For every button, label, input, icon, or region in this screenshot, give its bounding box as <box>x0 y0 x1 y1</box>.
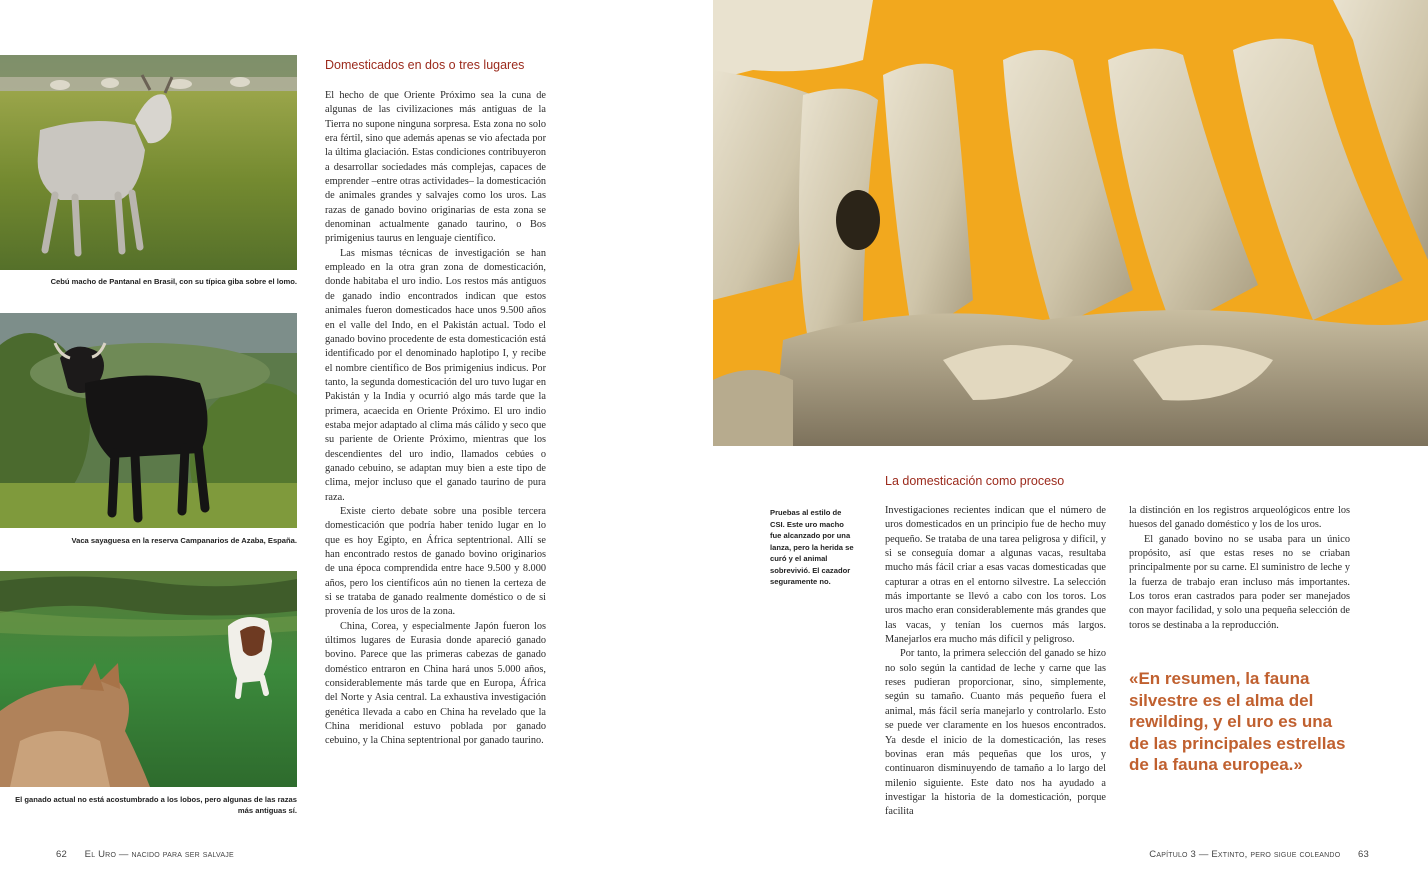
paragraph: China, Corea, y especialmente Japón fueron los últimos lugares de Eurasia donde apareció ganado bovino. Parece que las primeras cabezas de ganado doméstico entraron en China hará unos 5.000 años, considerablemente más tarde que en Europa, África del Norte y Asia central. La exhaustiva investigación genética llevada a cabo en China ha revelado que la China meridional estuvo poblada por ganado cebuino, y la China septentrional por ganado taurino. <box>325 620 546 747</box>
photo-caption: Vaca sayaguesa en la reserva Campanarios de Azaba, España. <box>71 536 297 545</box>
paragraph: Investigaciones recientes indican que el número de uros domesticados en un principio fue de hecho muy pequeño. Se trataba de una tarea peligrosa y difícil, y si se conseguía domar a algunas vacas, resultaba mucho más fácil criar a esas vacas domesticadas que capturar a otras en el entorno silvestre. La selección más importante se llevó a cabo con los toros. Los uros macho eran considerablemente más grandes que las vacas, y tenían los cuernos más largos. Manejarlos era mucho más difícil y peligroso. <box>885 505 1106 646</box>
running-title: El Uro — nacido para ser salvaje <box>84 849 234 860</box>
section-heading: La domesticación como proceso <box>885 474 1065 488</box>
paragraph: la distinción en los registros arqueológicos entre los huesos del ganado doméstico y los de los uros. <box>1129 505 1350 531</box>
side-caption: Pruebas al estilo de CSI. Este uro macho fue alcanzado por una lanza, pero la herida se curó y el animal sobrevivió. El cazador seguramente no. <box>770 508 854 586</box>
paragraph: Por tanto, la primera selección del ganado se hizo no solo según la cantidad de leche y carne que las reses pudieran proporcionar, sino, simplemente, según su tamaño. Cuanto más pequeño fuera el animal, más fácil sería manejarlo y controlarlo. Esto se puede ver claramente en los huesos encontrados. Ya desde el inicio de la domesticación, las reses bovinas eran más pequeñas que los uros, y continuaron disminuyendo de tamaño a lo largo del milenio siguiente. Este dato nos ha ayudado a investigar la historia de la domesticación, porque facilita <box>885 648 1106 818</box>
photo-caption: El ganado actual no está acostumbrado a los lobos, pero algunas de las razas más antiguas sí. <box>15 795 297 815</box>
paragraph: Existe cierto debate sobre una posible tercera domesticación que podría haber tenido lugar en lo que es hoy Egipto, en África septentrional. Allí se han encontrado restos de ganado bovino originarios de una época comprendida entre hace 9.500 y 8.000 años, pero los científicos aún no tienen la certeza de si se trataba de ganado realmente doméstico o de si provenía de los uros de la zona. <box>325 505 546 618</box>
page-number: 62 <box>56 849 67 860</box>
text-column-right-1 <box>885 504 1106 820</box>
pull-quote: «En resumen, la fauna silvestre es el alma del rewilding, y el uro es una de las principales estrellas de la fauna europea.» <box>1129 669 1346 774</box>
text-column-left <box>325 89 546 749</box>
page-footer-left <box>56 849 234 860</box>
section-heading: Domesticados en dos o tres lugares <box>325 58 525 72</box>
running-title: Capítulo 3 — Extinto, pero sigue coleando <box>1149 849 1341 860</box>
paragraph: Las mismas técnicas de investigación se han empleado en la otra gran zona de domesticación, donde habitaba el uro indio. Los restos más antiguos de ganado indio encontrados indican que estos animales fueron domesticados hace unos 9.500 años en el valle del Indo, en el Pakistán actual. Todo el ganado bovino procedente de esta domesticación está identificado por el denominado haplotipo I, y recibe el nombre científico de Bos primigenius indicus. Por tanto, la segunda domesticación del uro tuvo lugar en Pakistán y la India y ocurrió algo más tarde que la primera, acaecida en Oriente Próximo. El uro indio estaba mejor adaptado al clima más cálido y seco que su pariente de Oriente Próximo, mientras que los descendientes del uro indio, llamados cebúes o ganado cebuino, se adaptan muy bien a este tipo de clima, mejor incluso que el ganado taurino de pura raza. <box>325 247 546 503</box>
photo-sayaguesa-cow <box>0 313 297 528</box>
page-number: 63 <box>1358 849 1369 860</box>
page-footer-right <box>1149 849 1369 860</box>
photo-caption: Cebú macho de Pantanal en Brasil, con su típica giba sobre el lomo. <box>50 277 297 286</box>
photo-aurochs-vertebrae <box>713 0 1428 446</box>
photo-zebu-bull <box>0 55 297 270</box>
photo-wolf-and-calf <box>0 571 297 787</box>
paragraph: El ganado bovino no se usaba para un único propósito, así que estas reses no se criaban principalmente por su carne. El suministro de leche y la fuerza de trabajo eran incluso más importantes. Los toros eran castrados para poder ser manejados con mayor facilidad, y solo una pequeña selección de toros se destinaba a la reproducción. <box>1129 533 1350 631</box>
paragraph: El hecho de que Oriente Próximo sea la cuna de algunas de las civilizaciones más antiguas de la Tierra no supone ninguna sorpresa. Esta zona no solo era fértil, sino que además apenas se vio afectada por la última glaciación. Estas condiciones contribuyeron a desarrollar sociedades más complejas, capaces de emprender –entre otras actividades– la domesticación de animales grandes y salvajes como los uros. Las razas de ganado bovino originarias de esta zona se denominan actualmente ganado taurino, o Bos primigenius taurus en lenguaje científico. <box>325 90 547 245</box>
text-column-right-2 <box>1129 504 1350 633</box>
